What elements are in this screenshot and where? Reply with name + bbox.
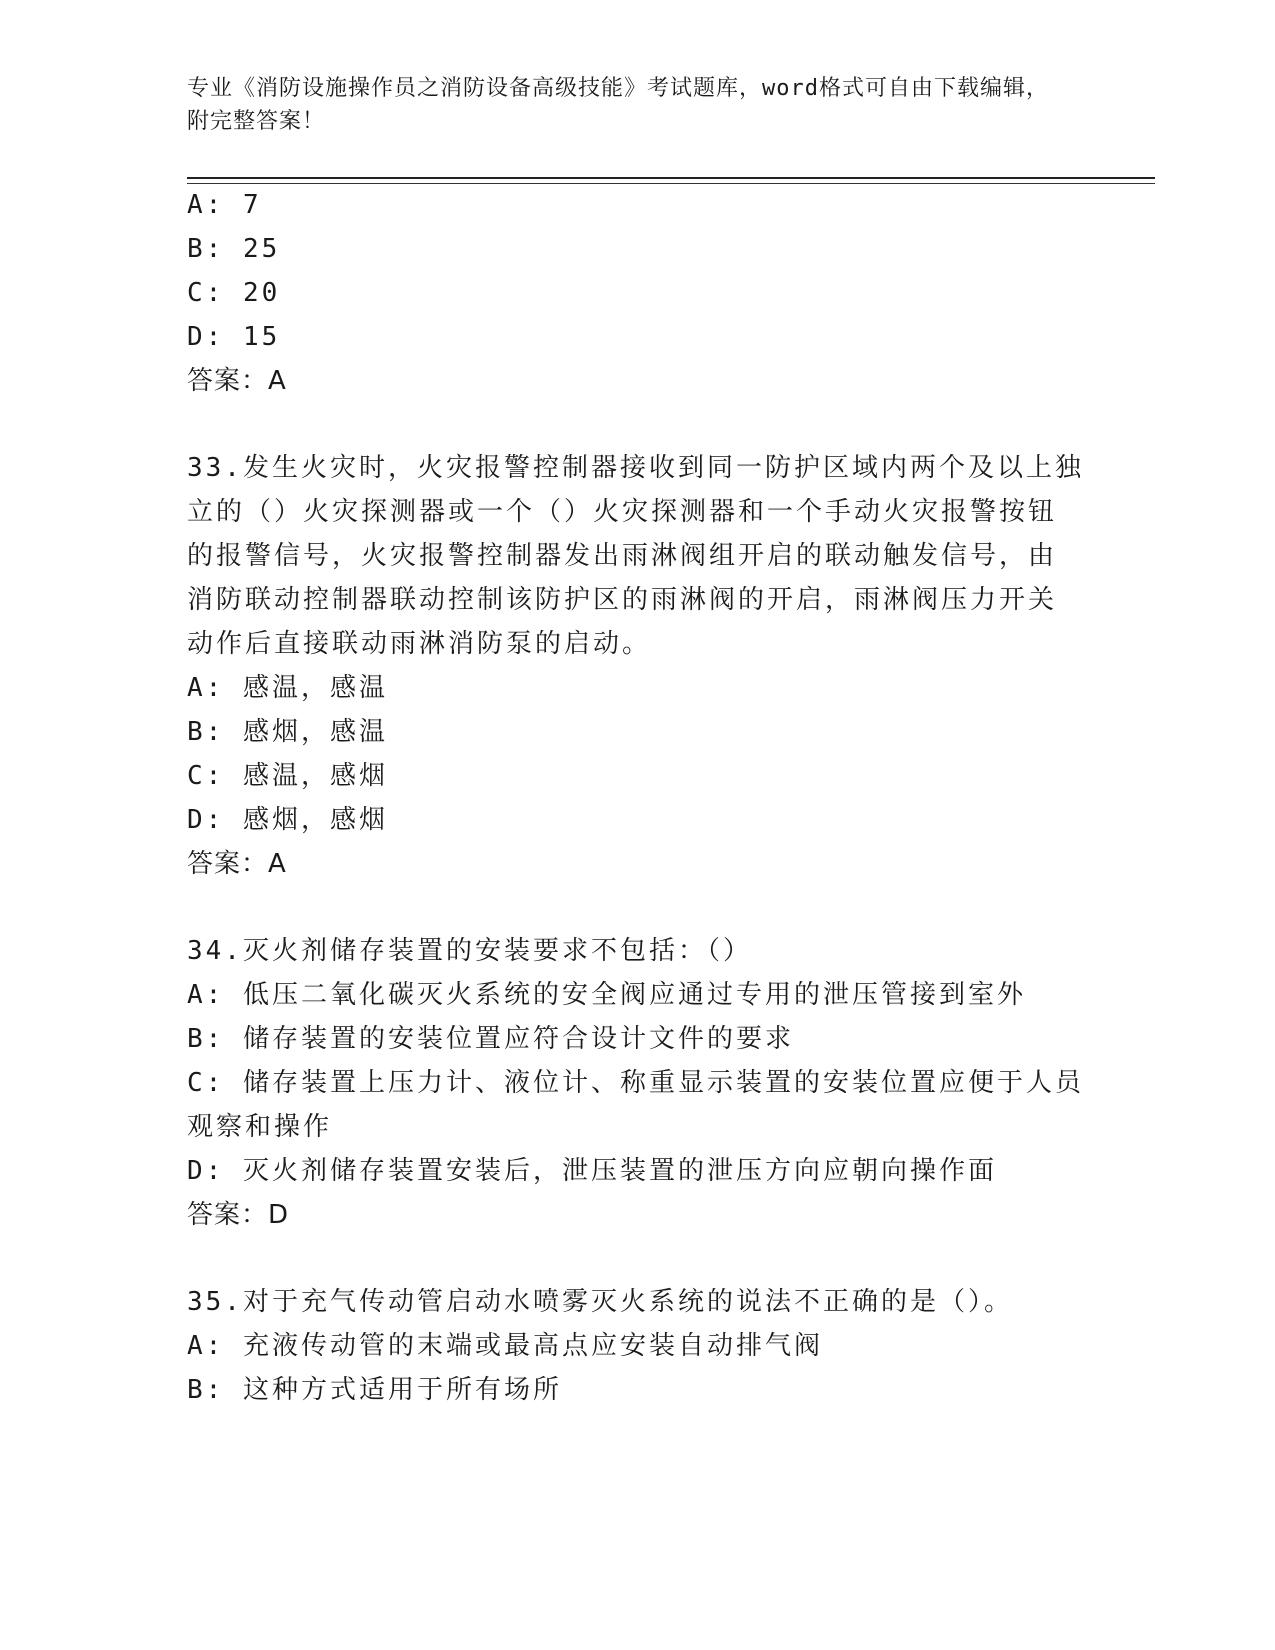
q35-stem: 35.对于充气传动管启动水喷雾灭火系统的说法不正确的是（）。 <box>187 1287 1013 1317</box>
q33-stem-line-4: 消防联动控制器联动控制该防护区的雨淋阀的开启，雨淋阀压力开关 <box>187 585 1058 615</box>
q33-stem-line-1: 33.发生火灾时，火灾报警控制器接收到同一防护区域内两个及以上独 <box>187 453 1084 483</box>
q32-option-b: B: 25 <box>187 234 281 264</box>
header-divider-thick <box>187 177 1155 179</box>
q33-stem-line-2: 立的（）火灾探测器或一个（）火灾探测器和一个手动火灾报警按钮 <box>187 497 1058 527</box>
q34-option-b: B: 储存装置的安装位置应符合设计文件的要求 <box>187 1024 794 1054</box>
q34-option-c-line-1: C: 储存装置上压力计、液位计、称重显示装置的安装位置应便于人员 <box>187 1068 1084 1098</box>
q35-option-a: A: 充液传动管的末端或最高点应安装自动排气阀 <box>187 1331 823 1361</box>
q33-option-a: A: 感温，感温 <box>187 673 388 703</box>
q34-option-a: A: 低压二氧化碳灭火系统的安全阀应通过专用的泄压管接到室外 <box>187 980 1026 1010</box>
q33-option-d: D: 感烟，感烟 <box>187 805 388 835</box>
q33-option-b: B: 感烟，感温 <box>187 717 388 747</box>
q32-option-d: D: 15 <box>187 322 281 352</box>
q32-option-c: C: 20 <box>187 278 281 308</box>
header-divider-thin <box>187 183 1155 184</box>
q33-answer: 答案：A <box>187 849 287 879</box>
q33-stem-line-3: 的报警信号，火灾报警控制器发出雨淋阀组开启的联动触发信号，由 <box>187 541 1058 571</box>
q34-option-c-line-2: 观察和操作 <box>187 1112 333 1142</box>
q34-option-d: D: 灭火剂储存装置安装后，泄压装置的泄压方向应朝向操作面 <box>187 1156 997 1186</box>
q32-answer: 答案：A <box>187 366 287 396</box>
q34-answer: 答案：D <box>187 1200 290 1230</box>
q34-stem: 34.灭火剂储存装置的安装要求不包括：（） <box>187 936 752 966</box>
q33-option-c: C: 感温，感烟 <box>187 761 388 791</box>
q33-stem-line-5: 动作后直接联动雨淋消防泵的启动。 <box>187 629 652 659</box>
document-header: 专业《消防设施操作员之消防设备高级技能》考试题库，word格式可自由下载编辑，附完整答案！ <box>187 76 1049 134</box>
q32-option-a: A: 7 <box>187 190 262 220</box>
q35-option-b: B: 这种方式适用于所有场所 <box>187 1375 562 1405</box>
